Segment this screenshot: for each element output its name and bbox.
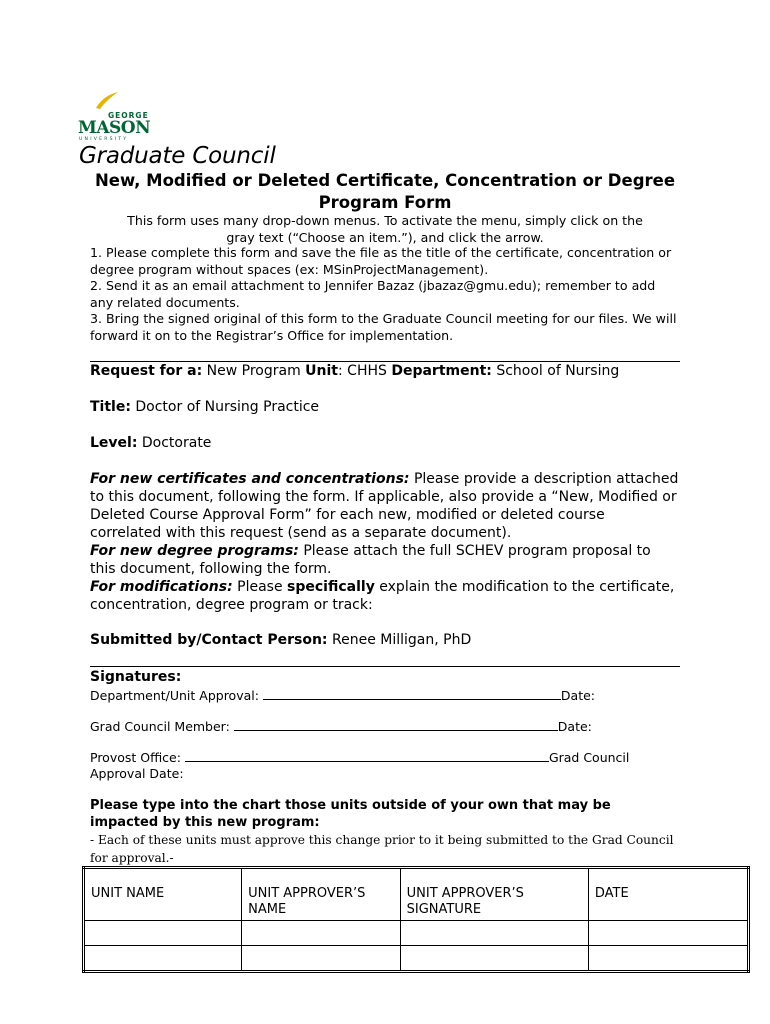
logo-swoosh-icon [96,92,118,109]
instructions [90,245,680,344]
table-row [84,946,749,972]
cell-approver-signature[interactable] [400,946,588,972]
provost-line[interactable] [185,749,549,762]
gc-member-label: Grad Council Member: [90,719,234,734]
cell-unit-name[interactable] [84,921,242,946]
step-2: 2. Send it as an email attachment to Jennifer Bazaz (jbazaz@gmu.edu); remember to add any related documents. [90,278,656,310]
logo-mason: MASON [78,118,151,138]
provost-row [90,749,629,765]
submitted-label: Submitted by/Contact Person: [90,632,328,648]
dept-approval-label: Department/Unit Approval: [90,688,263,703]
level-label: Level: [90,435,138,451]
provost-label: Provost Office: [90,750,185,765]
step-1: 1. Please complete this form and save the file as the title of the certificate, concentration or degree program without spaces (ex: MSinProjectManagement). [90,245,672,277]
certificates-paragraph [90,470,680,542]
signatures-heading [90,669,181,685]
gc-date-label: Date: [557,719,592,734]
intro-line-2: gray text (“Choose an item.”), and click the arrow. [226,230,544,245]
modifications-emphasis: specifically [287,579,375,595]
dept-approval-row [90,687,595,703]
signatures-heading-text: Signatures: [90,669,182,685]
logo-university: UNIVERSITY [79,137,129,142]
title-label: Title: [90,399,131,415]
modifications-post: explain the modification to the certificate, concentration, degree program or track: [90,579,675,613]
degree-label: For new degree programs: [90,543,299,559]
degree-paragraph [90,542,680,578]
cell-approver-name[interactable] [242,946,400,972]
provost-gc-label: Grad Council [548,750,630,765]
cell-approver-signature[interactable] [400,921,588,946]
title-value[interactable]: Doctor of Nursing Practice [130,399,320,415]
submitted-value[interactable]: Renee Milligan, PhD [327,632,472,648]
header-approver-name: UNIT APPROVER’S NAME [242,868,400,921]
level-row [90,435,211,451]
request-row [90,363,619,379]
gc-member-line[interactable] [234,718,558,731]
department-value[interactable]: School of Nursing [491,363,620,379]
department-label: Department: [391,363,492,379]
cell-unit-name[interactable] [84,946,242,972]
unit-label: Unit [305,363,338,379]
intro-text [90,212,680,246]
chart-instructions: Please type into the chart those units outside of your own that may be impacted by this new program: [90,798,611,830]
divider-signatures [90,666,680,667]
modifications-label: For modifications: [90,579,233,595]
header-date: DATE [588,868,748,921]
request-label: Request for a: [90,363,203,379]
modifications-pre: Please [232,579,288,595]
cell-date[interactable] [588,946,748,972]
gc-member-row [90,718,592,734]
table-row [84,921,749,946]
logo-george: GEORGE [108,111,149,120]
certificates-text: Please provide a description attached to this document, following the form. If applicable, also provide a “New, Modified or Deleted Course Approval Form” for each new, modified or deleted course correlated with this request (send as a separate document). [90,471,679,541]
intro-line-1: This form uses many drop-down menus. To activate the menu, simply click on the [127,213,643,228]
submitted-row [90,632,471,648]
divider-top [90,361,680,362]
dept-approval-line[interactable] [263,687,561,700]
header-approver-signature: UNIT APPROVER’S SIGNATURE [400,868,588,921]
certificates-label: For new certificates and concentrations: [90,471,410,487]
chart-subnote: - Each of these units must approve this change prior to it being submitted to the Grad Council for approval.- [90,833,674,865]
degree-text: Please attach the full SCHEV program proposal to this document, following the form. [90,543,651,577]
form-title: New, Modified or Deleted Certificate, Concentration or Degree Program Form [94,171,676,212]
dept-date-label: Date: [560,688,596,703]
approval-date-label: Approval Date: [90,766,184,781]
unit-value[interactable]: : CHHS [338,363,392,379]
modifications-paragraph [90,578,680,614]
description-block [90,470,680,614]
graduate-council-title: Graduate Council [79,143,276,169]
request-value[interactable]: New Program [202,363,306,379]
impacted-units-table [82,866,750,973]
cell-approver-name[interactable] [242,921,400,946]
george-mason-logo [78,92,158,142]
title-row [90,399,319,415]
header-unit-name: UNIT NAME [84,868,242,921]
level-value[interactable]: Doctorate [137,435,212,451]
step-3: 3. Bring the signed original of this form to the Graduate Council meeting for our files. We will forward it on to the Registrar’s Office for implementation. [90,311,677,343]
cell-date[interactable] [588,921,748,946]
table-header-row [84,868,749,921]
